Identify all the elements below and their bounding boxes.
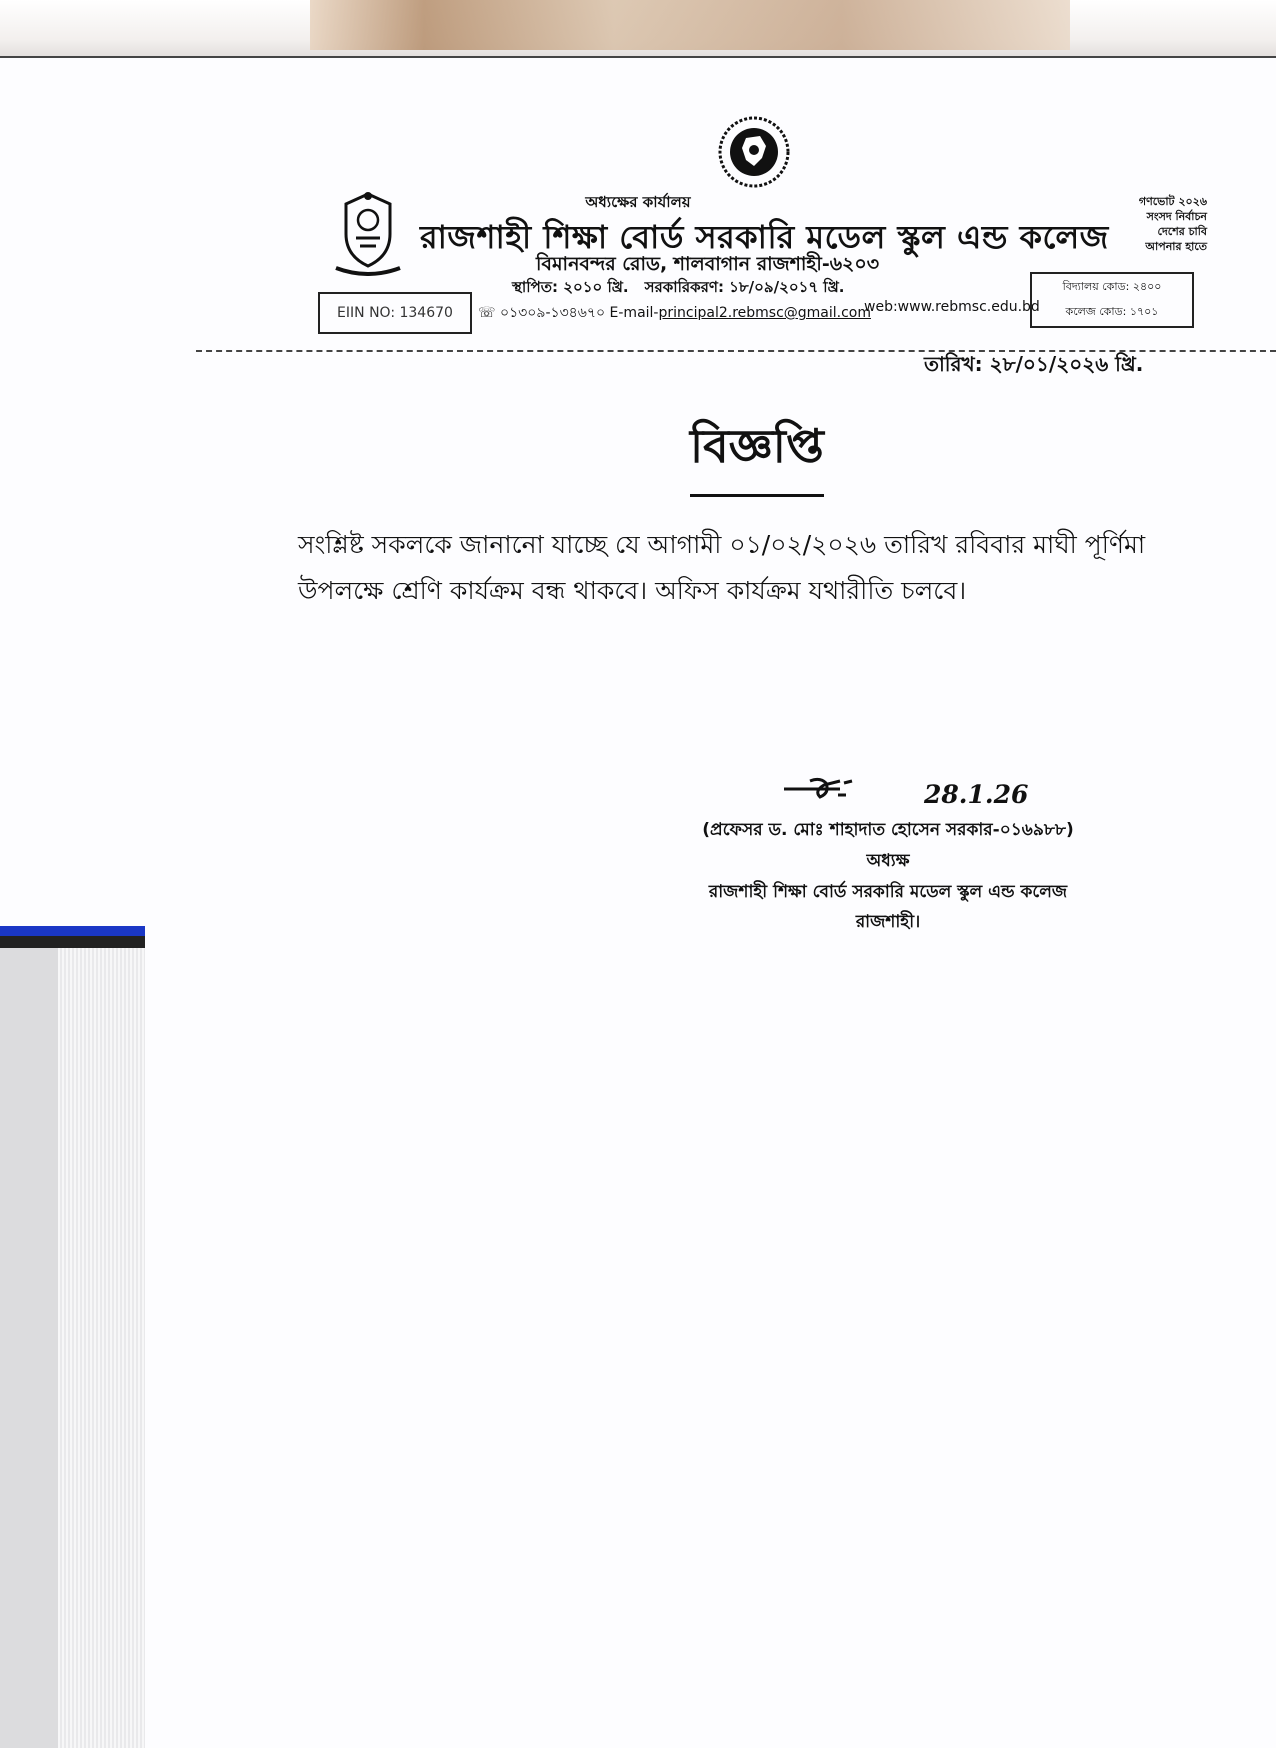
college-code: কলেজ কোড: ১৭০১ bbox=[1065, 305, 1159, 318]
establishment-info bbox=[512, 276, 844, 301]
scan-top-edge bbox=[0, 0, 1276, 56]
notice-date: তারিখ: ২৮/০১/২০২৬ খ্রি. bbox=[924, 352, 1144, 376]
institution-address: বিমানবন্দর রোড, শালবাগান রাজশাহী-৬২০৩ bbox=[536, 253, 880, 275]
signatory-designation: অধ্যক্ষ bbox=[866, 851, 910, 871]
scanner-strip bbox=[0, 926, 145, 1748]
established-date: স্থাপিত: ২০১০ খ্রি. bbox=[512, 278, 629, 296]
notice-body bbox=[298, 522, 1258, 614]
eiin-box: EIIN NO: 134670 bbox=[318, 292, 472, 334]
contact-line bbox=[478, 301, 871, 325]
title-underline bbox=[690, 494, 824, 497]
notice-body-line: সংশ্লিষ্ট সকলকে জানানো যাচ্ছে যে আগামী ০১/০২/২০২৬ তারিখ রবিবার মাঘী পূর্ণিমা bbox=[298, 530, 1146, 559]
notice-body-line: উপলক্ষে শ্রেণি কার্যক্রম বন্ধ থাকবে। অফিস কার্যক্রম যথারীতি চলবে। bbox=[298, 576, 967, 605]
phone-number: ০১৩০৯-১৩৪৬৭০ bbox=[499, 305, 606, 321]
institution-code-box bbox=[1030, 272, 1194, 328]
notice-title-block bbox=[690, 412, 824, 497]
institution-name: রাজশাহী শিক্ষা বোর্ড সরকারি মডেল স্কুল এন্ড কলেজ bbox=[420, 218, 1109, 256]
notice-title: বিজ্ঞপ্তি bbox=[690, 419, 824, 473]
signatory-name: (প্রফেসর ড. মোঃ শাহাদাত হোসেন সরকার-০১৬৯৮৮) bbox=[702, 820, 1074, 840]
website: web:www.rebmsc.edu.bd bbox=[864, 299, 1040, 315]
tape-mark bbox=[310, 0, 1070, 50]
paper-edge bbox=[0, 56, 1276, 58]
signature-date: 28.1.26 bbox=[924, 780, 1029, 809]
signatory-city: রাজশাহী। bbox=[855, 912, 921, 932]
office-label: অধ্যক্ষের কার্যালয় bbox=[585, 193, 691, 211]
signature-block bbox=[668, 814, 1108, 936]
government-seal-icon bbox=[716, 114, 792, 190]
signatory-institution: রাজশাহী শিক্ষা বোর্ড সরকারি মডেল স্কুল এন্ড কলেজ bbox=[708, 882, 1068, 902]
election-slogan: গণভোট ২০২৬ সংসদ নির্বাচন দেশের চাবি আপনার হাতে bbox=[1138, 195, 1207, 253]
phone-icon: ☏ bbox=[478, 305, 496, 321]
school-code: বিদ্যালয় কোড: ২৪০০ bbox=[1062, 280, 1162, 293]
nationalized-date: সরকারিকরণ: ১৮/০৯/২০১৭ খ্রি. bbox=[644, 278, 845, 296]
email-address: principal2.rebmsc@gmail.com bbox=[658, 305, 871, 321]
email-label: E-mail- bbox=[609, 305, 659, 321]
